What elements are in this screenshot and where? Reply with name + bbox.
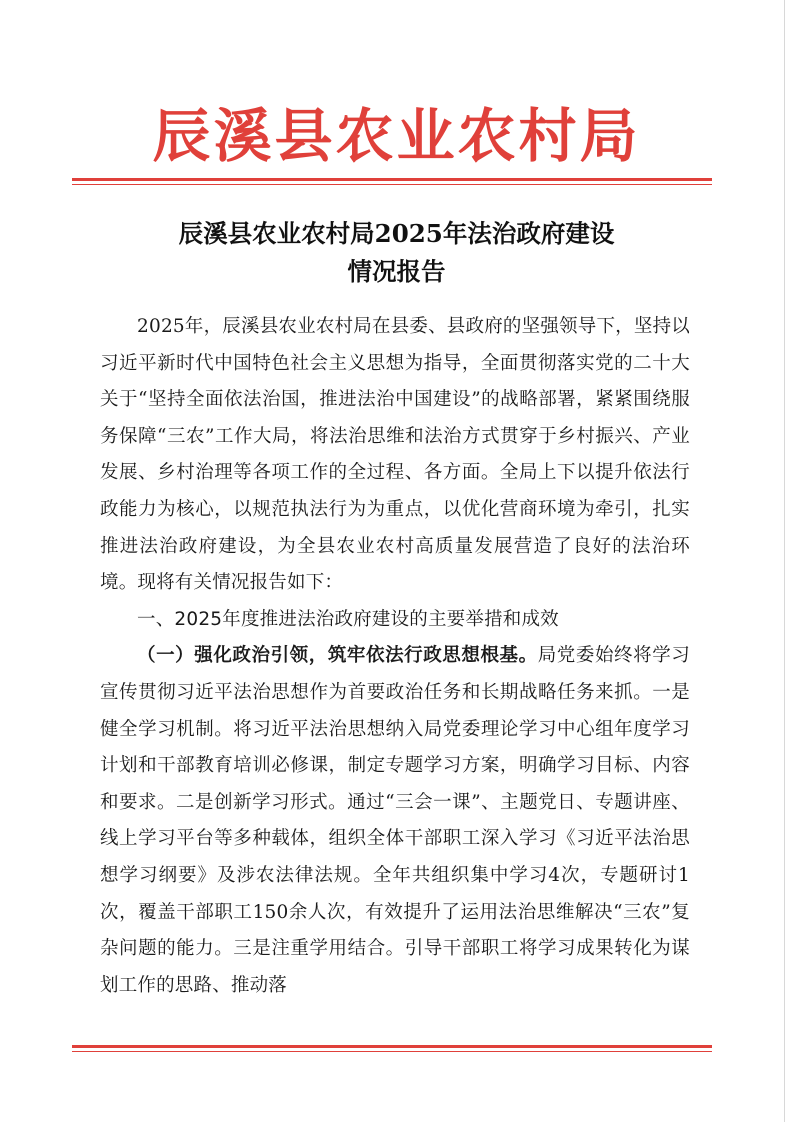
- section-1-heading: 一、2025年度推进法治政府建设的主要举措和成效: [137, 608, 559, 630]
- subsection-1-paragraph: [100, 638, 690, 1004]
- document-body: [100, 309, 690, 1004]
- red-rule-thick: [72, 178, 712, 181]
- subsection-1-text: 局党委始终将学习宣传贯彻习近平法治思想作为首要政治任务和长期战略任务来抓。一是健全学习机制。将习近平法治思想纳入局党委理论学习中心组年度学习计划和干部教育培训必修课，制定专题学习方案，明确学习目标、内容和要求。二是创新学习形式。通过“三会一课”、主题党日、专题讲座、线上学习平台等多种载体，组织全体干部职工深入学习《习近平法治思想学习纲要》及涉农法律法规。全年共组织集中学习4次，专题研讨1次，覆盖干部职工150余人次，有效提升了运用法治思维解决“三农”复杂问题的能力。三是注重学用结合。引导干部职工将学习成果转化为谋划工作的思路、推动落: [100, 645, 690, 996]
- footer-rule-thin: [72, 1051, 712, 1052]
- intro-paragraph: 2025年，辰溪县农业农村局在县委、县政府的坚强领导下，坚持以习近平新时代中国特色社会主义思想为指导，全面贯彻落实党的二十大关于“坚持全面依法治国，推进法治中国建设”的战略部署，紧紧围绕服务保障“三农”工作大局，将法治思维和法治方式贯穿于乡村振兴、产业发展、乡村治理等各项工作的全过程、各方面。全局上下以提升依法行政能力为核心，以规范执法行为为重点，以优化营商环境为牵引，扎实推进法治政府建设，为全县农业农村高质量发展营造了良好的法治环境。现将有关情况报告如下：: [100, 316, 690, 594]
- red-rule-thin: [72, 184, 712, 185]
- document-title-line-2: 情况报告: [347, 257, 446, 286]
- letterhead-org-name: 辰溪县农业农村局: [152, 102, 641, 170]
- letterhead-red-rule: [72, 178, 712, 185]
- document-title: [0, 215, 793, 291]
- subsection-1-heading: （一）强化政治引领，筑牢依法行政思想根基。: [137, 645, 538, 667]
- footer-red-rule: [72, 1045, 712, 1052]
- document-title-line-1: 辰溪县农业农村局2025年法治政府建设: [178, 219, 615, 248]
- footer-rule-thick: [72, 1045, 712, 1048]
